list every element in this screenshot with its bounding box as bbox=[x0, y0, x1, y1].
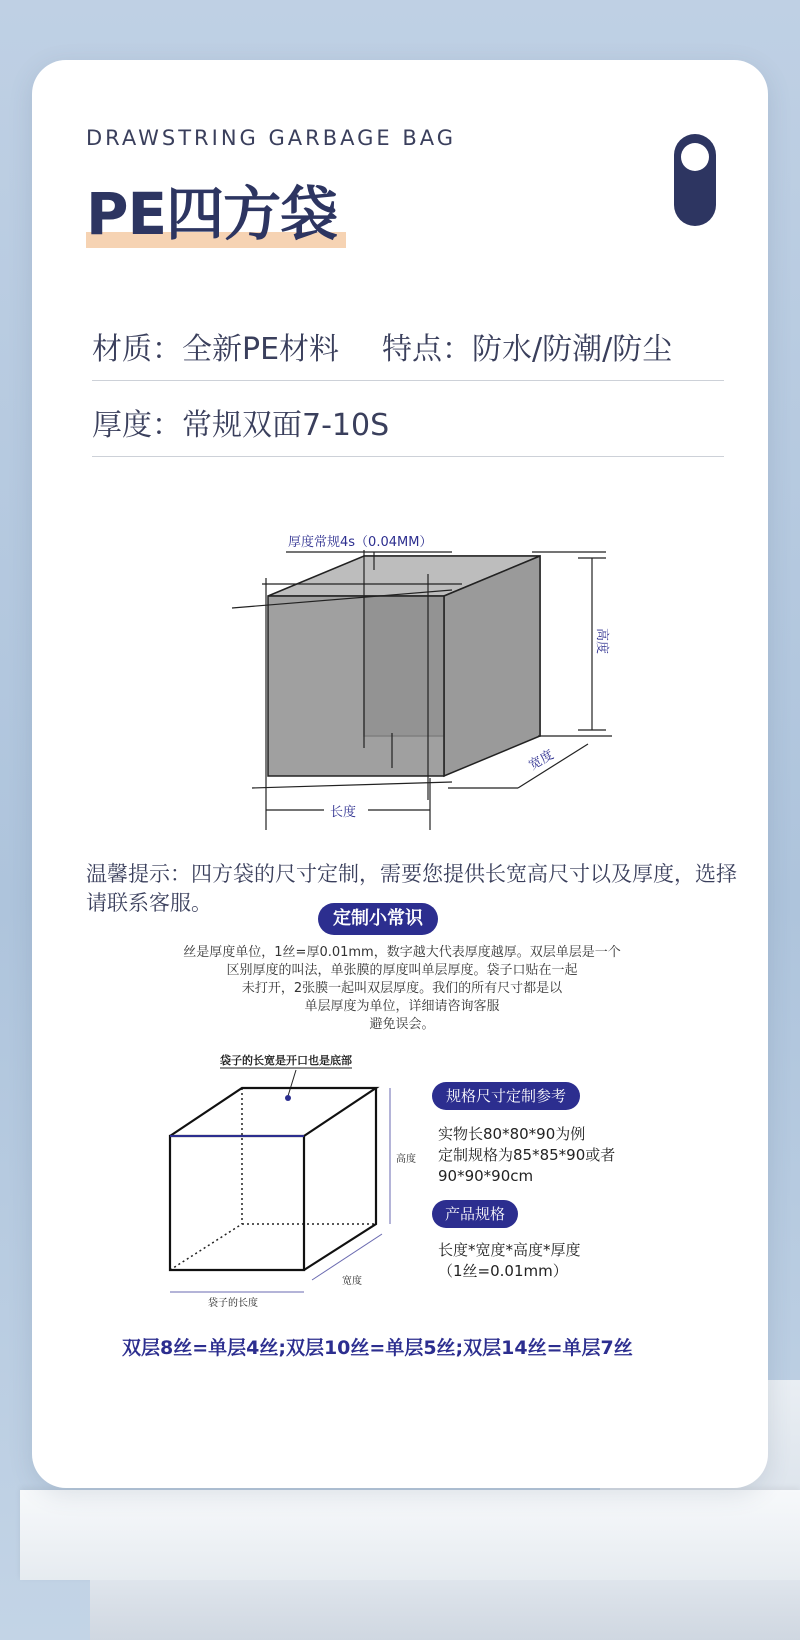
cube-diagram bbox=[152, 1048, 416, 1309]
knowledge-line: 避免误会。 bbox=[369, 1017, 435, 1032]
reference-line: 90*90*90cm bbox=[438, 1167, 534, 1185]
spec-row-material bbox=[92, 318, 724, 381]
width-label: 宽度 bbox=[526, 747, 557, 774]
background-slab bbox=[20, 1490, 800, 1580]
feature-spec: 特点：防水/防潮/防尘 bbox=[382, 332, 673, 367]
knowledge-line: 区别厚度的叫法，单张膜的厚度叫单层厚度。袋子口贴在一起 bbox=[226, 963, 578, 978]
cube-length-label: 袋子的长度 bbox=[208, 1298, 258, 1309]
reference-line: 实物长80*80*90为例 bbox=[438, 1125, 586, 1143]
product-text bbox=[438, 1240, 658, 1282]
eyebrow-text: DRAWSTRING GARBAGE BAG bbox=[86, 126, 457, 150]
knowledge-line: 丝是厚度单位，1丝=厚0.01mm，数字越大代表厚度越厚。双层单层是一个 bbox=[183, 945, 621, 960]
product-line: 长度*宽度*高度*厚度 bbox=[438, 1241, 581, 1259]
page-title: PE四方袋 bbox=[86, 180, 338, 248]
height-label: 高度 bbox=[594, 628, 609, 655]
toggle-pill-icon bbox=[674, 134, 716, 226]
tip-text: 温馨提示：四方袋的尺寸定制，需要您提供长宽高尺寸以及厚度，选择请联系客服。 bbox=[86, 862, 737, 915]
box-dimension-diagram bbox=[202, 478, 662, 878]
knowledge-title-badge: 定制小常识 bbox=[318, 903, 438, 935]
product-line: （1丝=0.01mm） bbox=[438, 1262, 568, 1280]
product-card bbox=[32, 60, 768, 1488]
cube-height-label: 高度 bbox=[396, 1154, 416, 1165]
reference-badge: 规格尺寸定制参考 bbox=[432, 1082, 580, 1110]
reference-text bbox=[438, 1124, 658, 1187]
knowledge-text bbox=[152, 944, 652, 1034]
product-badge: 产品规格 bbox=[432, 1200, 518, 1228]
thickness-label: 厚度常规4s（0.04MM） bbox=[288, 535, 433, 550]
opening-dot bbox=[285, 1095, 291, 1101]
cube-width-label: 宽度 bbox=[342, 1276, 362, 1287]
box-front-face bbox=[268, 596, 444, 776]
material-spec: 材质：全新PE材料 bbox=[92, 332, 340, 367]
spec-row-thickness bbox=[92, 394, 724, 457]
knowledge-line: 单层厚度为单位，详细请咨询客服 bbox=[304, 999, 500, 1014]
background-slab-lower bbox=[90, 1580, 800, 1640]
knowledge-line: 未打开，2张膜一起叫双层厚度。我们的所有尺寸都是以 bbox=[241, 981, 563, 996]
ext-line bbox=[252, 782, 452, 788]
cube-front bbox=[170, 1136, 304, 1270]
cube-top-label: 袋子的长宽是开口也是底部 bbox=[220, 1054, 352, 1067]
pill-dot bbox=[681, 143, 709, 171]
title-block bbox=[86, 178, 337, 250]
thickness-spec: 厚度：常规双面7-10S bbox=[92, 408, 390, 443]
length-label: 长度 bbox=[330, 805, 357, 820]
reference-line: 定制规格为85*85*90或者 bbox=[438, 1146, 616, 1164]
thickness-conversion-note: 双层8丝=单层4丝;双层10丝=单层5丝;双层14丝=单层7丝 bbox=[122, 1337, 633, 1359]
